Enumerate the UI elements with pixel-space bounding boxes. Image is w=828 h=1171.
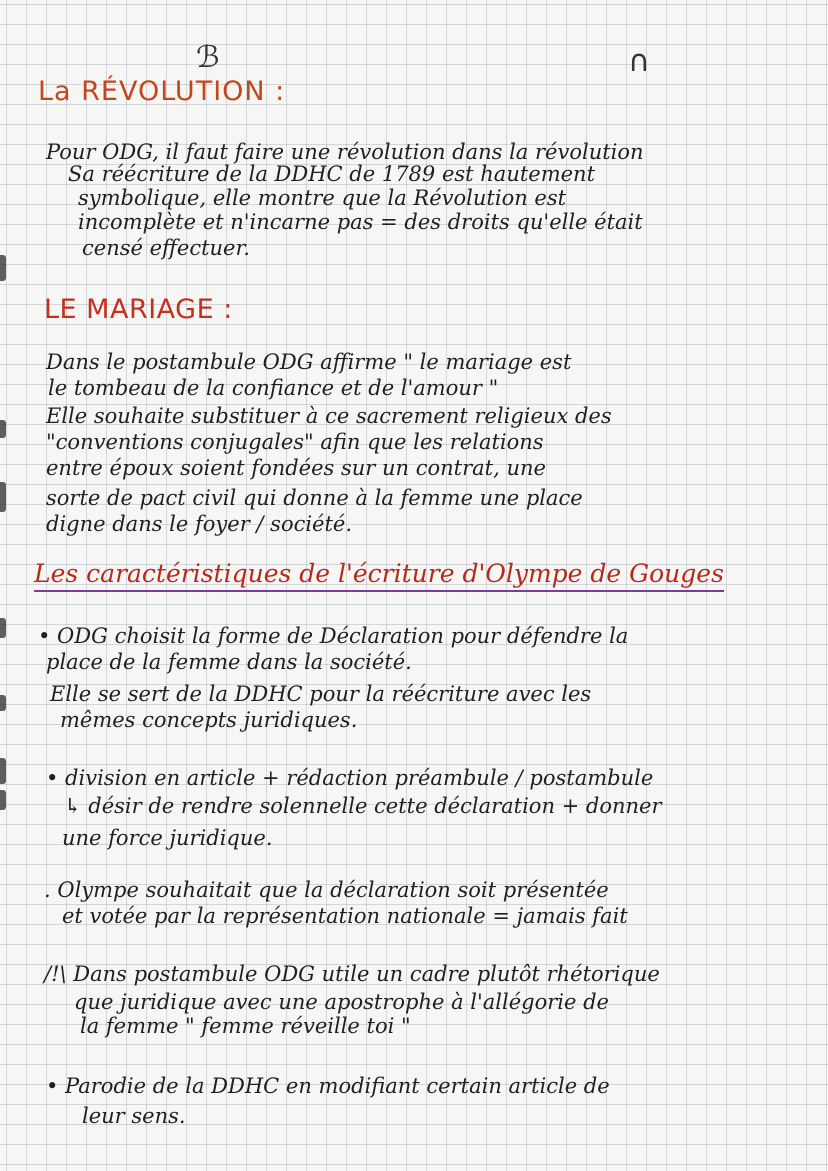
mariage-line-3: Elle souhaite substituer à ce sacrement religieux des: [46, 404, 612, 428]
carac-line-1: • ODG choisit la forme de Déclaration pour défendre la: [38, 624, 629, 648]
carac-line-5: • division en article + rédaction préambule / postambule: [46, 766, 654, 790]
mariage-line-7: digne dans le foyer / société.: [46, 512, 353, 536]
carac-line-4: mêmes concepts juridiques.: [60, 708, 358, 732]
doodle-right: ∩: [628, 44, 650, 79]
carac-line-13: • Parodie de la DDHC en modifiant certain article de: [46, 1074, 610, 1098]
revolution-line-2: Sa réécriture de la DDHC de 1789 est hautement: [68, 162, 596, 186]
section-title-revolution: La RÉVOLUTION :: [38, 76, 286, 107]
carac-line-8: . Olympe souhaitait que la déclaration soit présentée: [44, 878, 609, 902]
mariage-line-2: le tombeau de la confiance et de l'amour ": [48, 376, 499, 400]
binding-edge-marks: [0, 0, 14, 1171]
mariage-line-5: entre époux soient fondées sur un contrat, une: [46, 456, 546, 480]
mariage-line-1: Dans le postambule ODG affirme " le mariage est: [46, 350, 572, 374]
carac-line-2: place de la femme dans la société.: [46, 650, 412, 674]
revolution-line-3: symbolique, elle montre que la Révolution est: [78, 186, 567, 210]
carac-line-9: et votée par la représentation nationale = jamais fait: [62, 904, 628, 928]
carac-line-3: Elle se sert de la DDHC pour la réécriture avec les: [50, 682, 592, 706]
carac-line-6: ↳ désir de rendre solennelle cette déclaration + donner: [64, 794, 662, 818]
mariage-line-6: sorte de pact civil qui donne à la femme une place: [46, 486, 583, 510]
section-title-caracteristiques: Les caractéristiques de l'écriture d'Olympe de Gouges: [34, 562, 724, 592]
carac-line-12: la femme " femme réveille toi ": [80, 1014, 411, 1038]
mariage-line-4: "conventions conjugales" afin que les relations: [46, 430, 544, 454]
doodle-left: ℬ: [196, 40, 220, 75]
carac-line-14: leur sens.: [82, 1104, 186, 1128]
revolution-line-5: censé effectuer.: [82, 236, 250, 260]
revolution-line-4: incomplète et n'incarne pas = des droits qu'elle était: [78, 210, 643, 234]
revolution-line-1: Pour ODG, il faut faire une révolution dans la révolution: [46, 140, 644, 164]
carac-line-11: que juridique avec une apostrophe à l'allégorie de: [74, 990, 609, 1014]
section-title-mariage: LE MARIAGE :: [44, 294, 233, 325]
carac-line-7: une force juridique.: [62, 826, 273, 850]
carac-line-10: /!\ Dans postambule ODG utile un cadre plutôt rhétorique: [44, 962, 660, 986]
